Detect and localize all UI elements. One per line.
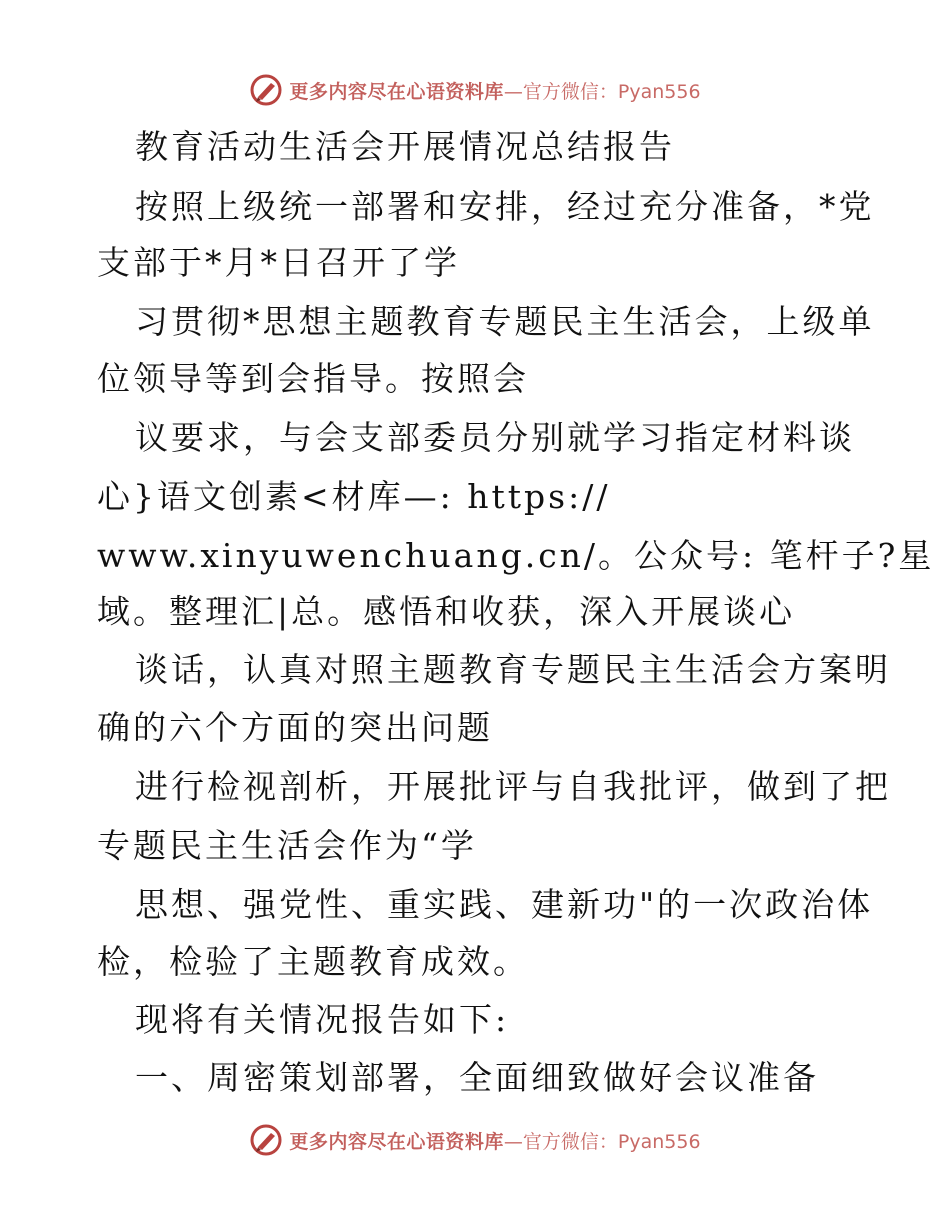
paragraph-line: 习贯彻*思想主题教育专题民主生活会，上级单 bbox=[135, 302, 875, 341]
header-watermark bbox=[0, 70, 950, 110]
paragraph-line: 议要求，与会支部委员分别就学习指定材料谈 bbox=[135, 418, 855, 457]
paragraph-line: 进行检视剖析，开展批评与自我批评，做到了把 bbox=[135, 767, 891, 806]
paragraph-line: 检，检验了主题教育成效。 bbox=[97, 942, 529, 981]
paragraph-line: 现将有关情况报告如下: bbox=[135, 1000, 510, 1039]
paragraph-line: 位领导等到会指导。按照会 bbox=[97, 359, 529, 398]
watermark-brand-text: 更多内容尽在心语资料库 bbox=[289, 80, 504, 103]
paragraph-line: www.xinyuwenchuang.cn/。公众号: 笔杆子?星 bbox=[97, 536, 935, 575]
paragraph-line: 谈话，认真对照主题教育专题民主生活会方案明 bbox=[135, 650, 891, 689]
paragraph-line: 支部于*月*日召开了学 bbox=[97, 243, 460, 282]
paragraph-line: 专题民主生活会作为“学 bbox=[97, 826, 477, 865]
footer-watermark bbox=[0, 1120, 950, 1160]
watermark-brand-text: 更多内容尽在心语资料库 bbox=[289, 1130, 504, 1153]
pen-logo-icon bbox=[249, 73, 283, 107]
paragraph-line: 按照上级统一部署和安排，经过充分准备，*党 bbox=[135, 187, 875, 226]
watermark-contact-text: —官方微信：Pyan556 bbox=[503, 80, 701, 103]
section-heading: 一、周密策划部署，全面细致做好会议准备 bbox=[135, 1058, 819, 1097]
paragraph-line: 心}语文创素<材库—: https:// bbox=[97, 477, 611, 516]
document-title: 教育活动生活会开展情况总结报告 bbox=[135, 127, 675, 166]
paragraph-line: 思想、强党性、重实践、建新功"的一次政治体 bbox=[135, 885, 874, 924]
watermark-contact-text: —官方微信：Pyan556 bbox=[503, 1130, 701, 1153]
paragraph-line: 确的六个方面的突出问题 bbox=[97, 708, 493, 747]
paragraph-line: 域。整理汇|总。感悟和收获，深入开展谈心 bbox=[97, 592, 796, 631]
pen-logo-icon bbox=[249, 1123, 283, 1157]
